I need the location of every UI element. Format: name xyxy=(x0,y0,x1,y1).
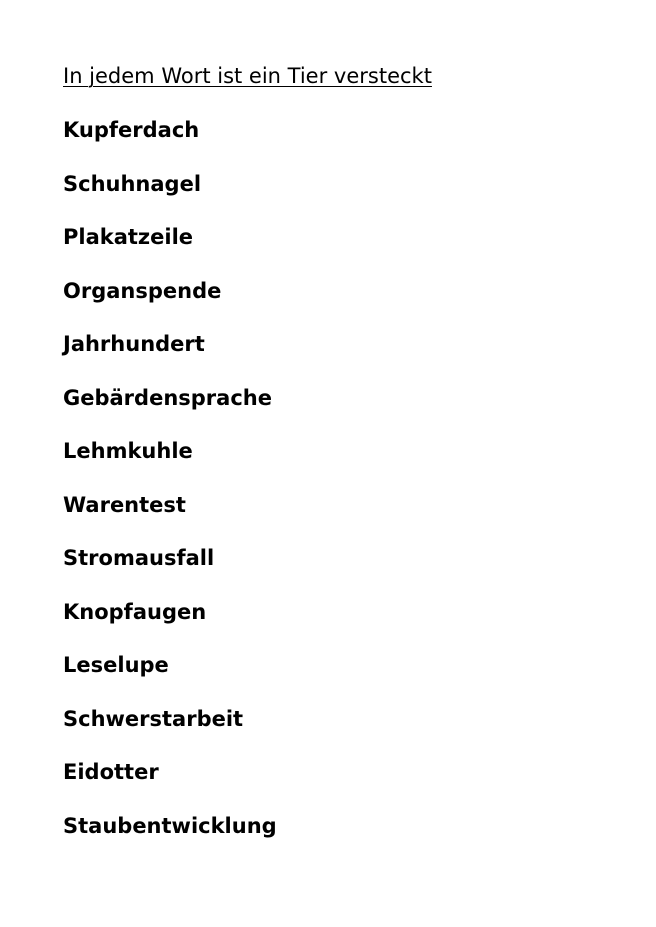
word-item: Staubentwicklung xyxy=(63,813,277,838)
word-item: Gebärdensprache xyxy=(63,385,272,410)
word-item: Schwerstarbeit xyxy=(63,706,244,731)
word-item: Plakatzeile xyxy=(63,225,194,249)
word-item: Lehmkuhle xyxy=(63,439,193,463)
word-item: Jahrhundert xyxy=(63,332,205,356)
word-item: Warentest xyxy=(63,492,186,517)
word-item: Leselupe xyxy=(63,653,169,677)
word-item: Schuhnagel xyxy=(63,171,202,196)
word-item: Organspende xyxy=(63,278,222,303)
word-item: Kupferdach xyxy=(63,118,200,142)
word-item: Stromausfall xyxy=(63,546,215,570)
word-item: Knopfaugen xyxy=(63,599,207,624)
word-item: Eidotter xyxy=(63,760,159,784)
word-list xyxy=(63,116,277,865)
worksheet-heading: In jedem Wort ist ein Tier versteckt xyxy=(63,64,432,88)
